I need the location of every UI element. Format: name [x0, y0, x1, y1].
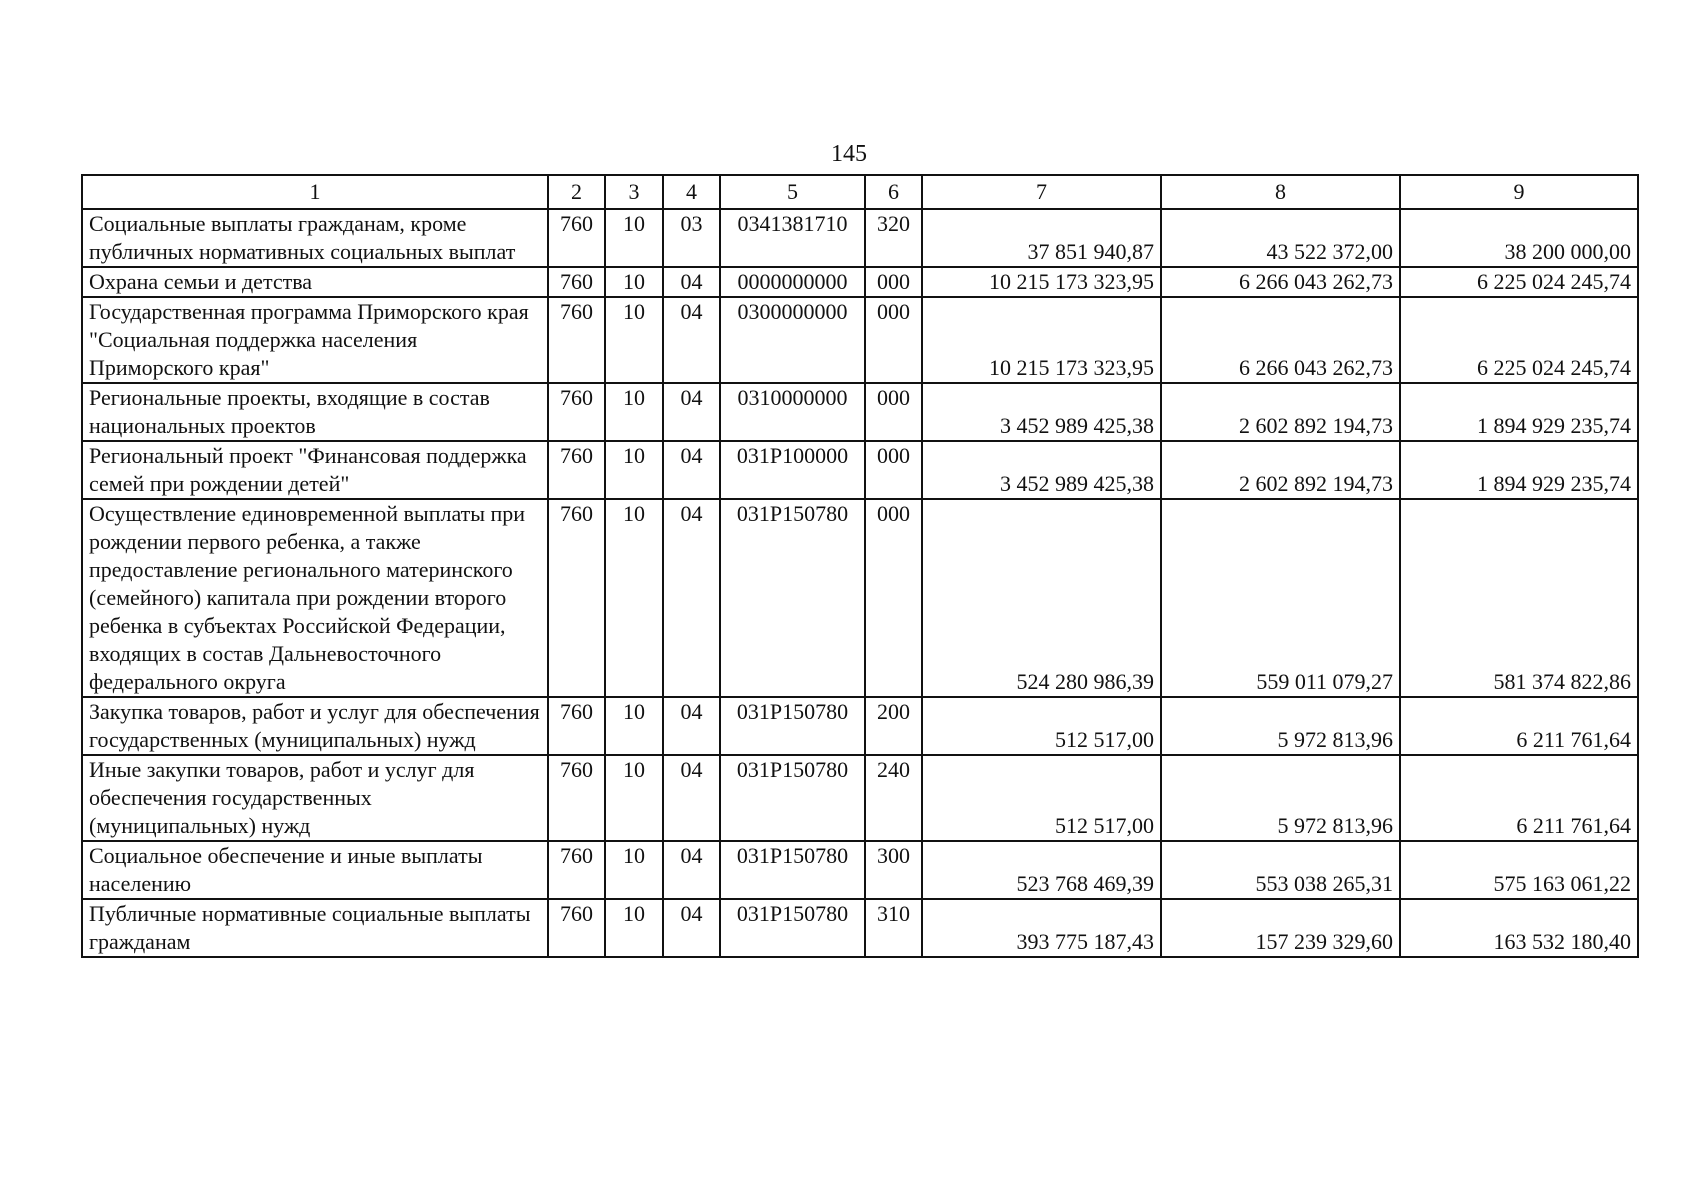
- column-header: 1: [82, 175, 548, 209]
- expense-type-code: 300: [865, 841, 922, 899]
- target-article-code: 0300000000: [720, 297, 865, 383]
- row-name: Социальное обеспечение и иные выплаты населению: [82, 841, 548, 899]
- subsection-code: 04: [663, 755, 720, 841]
- ved-code: 760: [548, 755, 605, 841]
- column-header: 2: [548, 175, 605, 209]
- expense-type-code: 000: [865, 297, 922, 383]
- ved-code: 760: [548, 499, 605, 697]
- column-header: 6: [865, 175, 922, 209]
- ved-code: 760: [548, 297, 605, 383]
- amount-col7: 10 215 173 323,95: [922, 297, 1161, 383]
- row-name: Социальные выплаты гражданам, кроме публичных нормативных социальных выплат: [82, 209, 548, 267]
- amount-col9: 575 163 061,22: [1400, 841, 1638, 899]
- target-article-code: 031P100000: [720, 441, 865, 499]
- section-code: 10: [605, 441, 663, 499]
- target-article-code: 0310000000: [720, 383, 865, 441]
- subsection-code: 04: [663, 297, 720, 383]
- amount-col8: 6 266 043 262,73: [1161, 267, 1400, 297]
- row-name: Региональный проект "Финансовая поддержка семей при рождении детей": [82, 441, 548, 499]
- expense-type-code: 200: [865, 697, 922, 755]
- amount-col8: 43 522 372,00: [1161, 209, 1400, 267]
- ved-code: 760: [548, 209, 605, 267]
- section-code: 10: [605, 297, 663, 383]
- section-code: 10: [605, 267, 663, 297]
- column-header: 4: [663, 175, 720, 209]
- table-row: [82, 267, 1638, 297]
- row-name: Региональные проекты, входящие в состав национальных проектов: [82, 383, 548, 441]
- section-code: 10: [605, 899, 663, 957]
- target-article-code: 031P150780: [720, 499, 865, 697]
- amount-col9: 1 894 929 235,74: [1400, 441, 1638, 499]
- column-header: 9: [1400, 175, 1638, 209]
- ved-code: 760: [548, 899, 605, 957]
- amount-col9: 6 211 761,64: [1400, 697, 1638, 755]
- column-header: 5: [720, 175, 865, 209]
- amount-col8: 2 602 892 194,73: [1161, 441, 1400, 499]
- target-article-code: 031P150780: [720, 697, 865, 755]
- amount-col8: 5 972 813,96: [1161, 755, 1400, 841]
- subsection-code: 04: [663, 899, 720, 957]
- target-article-code: 0341381710: [720, 209, 865, 267]
- amount-col8: 553 038 265,31: [1161, 841, 1400, 899]
- subsection-code: 04: [663, 267, 720, 297]
- budget-table: [81, 174, 1639, 958]
- expense-type-code: 000: [865, 441, 922, 499]
- target-article-code: 031P150780: [720, 841, 865, 899]
- row-name: Государственная программа Приморского края "Социальная поддержка населения Приморского края": [82, 297, 548, 383]
- table-row: [82, 209, 1638, 267]
- amount-col7: 10 215 173 323,95: [922, 267, 1161, 297]
- subsection-code: 04: [663, 841, 720, 899]
- table-row: [82, 697, 1638, 755]
- amount-col9: 581 374 822,86: [1400, 499, 1638, 697]
- ved-code: 760: [548, 697, 605, 755]
- section-code: 10: [605, 383, 663, 441]
- section-code: 10: [605, 209, 663, 267]
- amount-col9: 6 225 024 245,74: [1400, 297, 1638, 383]
- row-name: Закупка товаров, работ и услуг для обеспечения государственных (муниципальных) нужд: [82, 697, 548, 755]
- row-name: Осуществление единовременной выплаты при рождении первого ребенка, а также предоставление регионального материнского (семейного) капитала при рождении второго ребенка в субъектах Российской Федерации, входящих в состав Дальневосточного федерального округа: [82, 499, 548, 697]
- section-code: 10: [605, 841, 663, 899]
- amount-col7: 523 768 469,39: [922, 841, 1161, 899]
- expense-type-code: 240: [865, 755, 922, 841]
- table-row: [82, 899, 1638, 957]
- amount-col9: 6 211 761,64: [1400, 755, 1638, 841]
- subsection-code: 04: [663, 383, 720, 441]
- amount-col8: 157 239 329,60: [1161, 899, 1400, 957]
- expense-type-code: 310: [865, 899, 922, 957]
- table-header-row: [82, 175, 1638, 209]
- section-code: 10: [605, 697, 663, 755]
- amount-col8: 6 266 043 262,73: [1161, 297, 1400, 383]
- amount-col8: 2 602 892 194,73: [1161, 383, 1400, 441]
- table-row: [82, 841, 1638, 899]
- amount-col7: 393 775 187,43: [922, 899, 1161, 957]
- expense-type-code: 000: [865, 267, 922, 297]
- subsection-code: 04: [663, 697, 720, 755]
- amount-col9: 163 532 180,40: [1400, 899, 1638, 957]
- subsection-code: 03: [663, 209, 720, 267]
- amount-col7: 3 452 989 425,38: [922, 383, 1161, 441]
- amount-col7: 37 851 940,87: [922, 209, 1161, 267]
- table-row: [82, 441, 1638, 499]
- target-article-code: 031P150780: [720, 755, 865, 841]
- column-header: 7: [922, 175, 1161, 209]
- subsection-code: 04: [663, 499, 720, 697]
- amount-col9: 38 200 000,00: [1400, 209, 1638, 267]
- table-row: [82, 755, 1638, 841]
- expense-type-code: 320: [865, 209, 922, 267]
- table-row: [82, 499, 1638, 697]
- amount-col7: 524 280 986,39: [922, 499, 1161, 697]
- table-row: [82, 297, 1638, 383]
- column-header: 8: [1161, 175, 1400, 209]
- ved-code: 760: [548, 267, 605, 297]
- target-article-code: 0000000000: [720, 267, 865, 297]
- ved-code: 760: [548, 383, 605, 441]
- ved-code: 760: [548, 841, 605, 899]
- expense-type-code: 000: [865, 499, 922, 697]
- amount-col7: 3 452 989 425,38: [922, 441, 1161, 499]
- expense-type-code: 000: [865, 383, 922, 441]
- amount-col9: 6 225 024 245,74: [1400, 267, 1638, 297]
- row-name: Охрана семьи и детства: [82, 267, 548, 297]
- amount-col7: 512 517,00: [922, 755, 1161, 841]
- ved-code: 760: [548, 441, 605, 499]
- section-code: 10: [605, 499, 663, 697]
- amount-col8: 559 011 079,27: [1161, 499, 1400, 697]
- target-article-code: 031P150780: [720, 899, 865, 957]
- subsection-code: 04: [663, 441, 720, 499]
- amount-col8: 5 972 813,96: [1161, 697, 1400, 755]
- row-name: Публичные нормативные социальные выплаты гражданам: [82, 899, 548, 957]
- column-header: 3: [605, 175, 663, 209]
- page-number: 145: [831, 141, 867, 167]
- table-row: [82, 383, 1638, 441]
- amount-col7: 512 517,00: [922, 697, 1161, 755]
- section-code: 10: [605, 755, 663, 841]
- row-name: Иные закупки товаров, работ и услуг для обеспечения государственных (муниципальных) нужд: [82, 755, 548, 841]
- amount-col9: 1 894 929 235,74: [1400, 383, 1638, 441]
